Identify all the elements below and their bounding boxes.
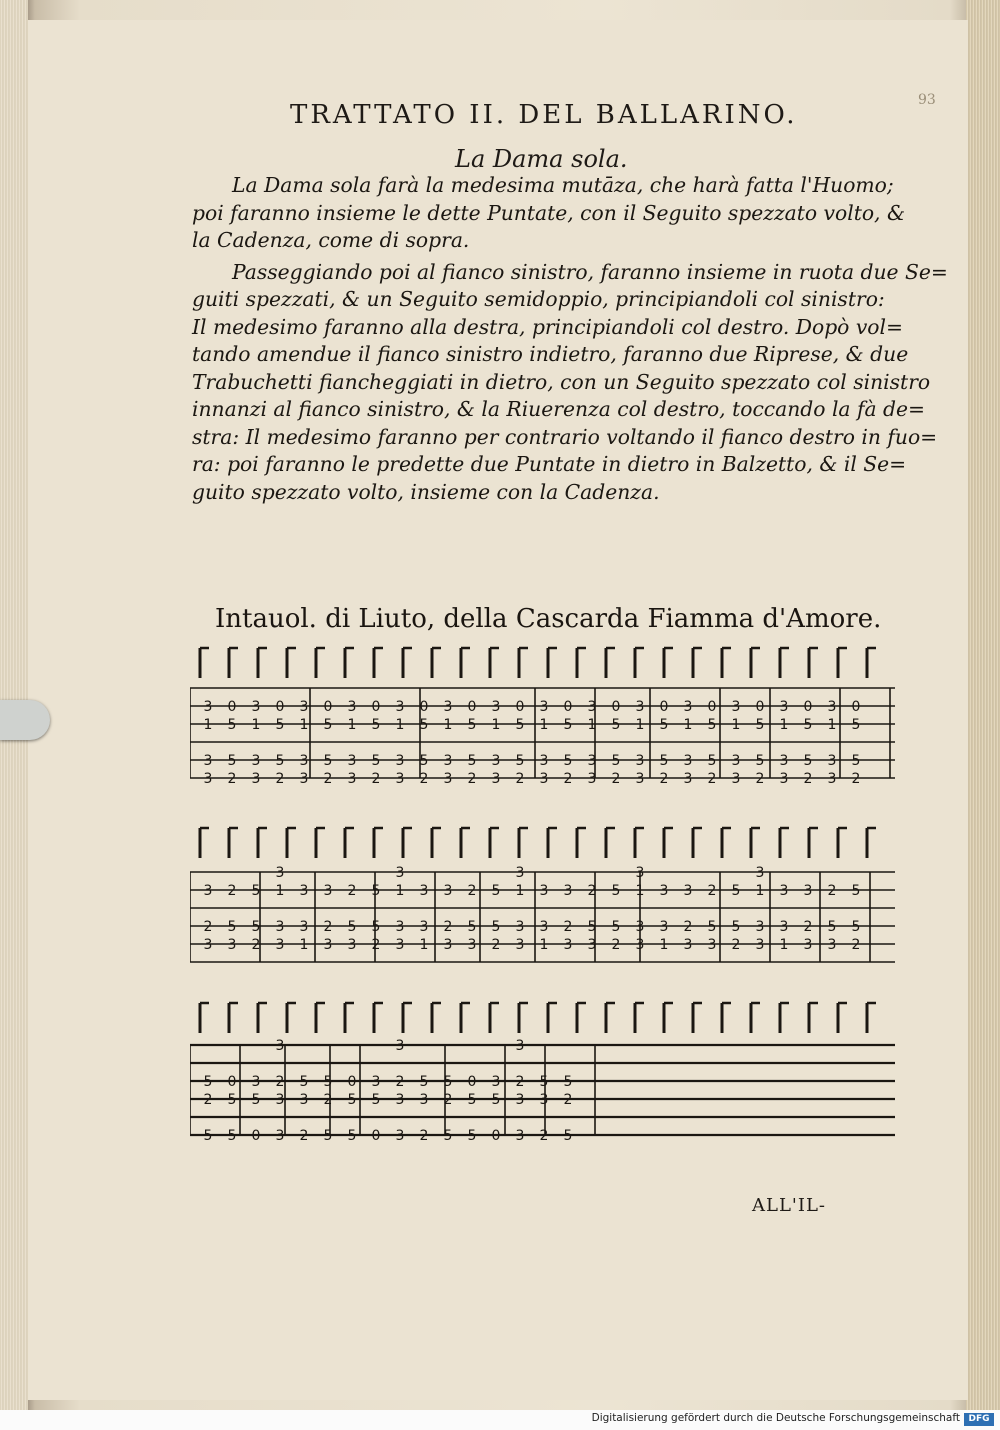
fret-symbol: 3 <box>683 937 693 953</box>
fret-symbol: 2 <box>515 771 525 787</box>
fret-symbol: 5 <box>347 919 357 935</box>
fret-symbol: 3 <box>299 883 309 899</box>
fret-symbol: 5 <box>755 717 765 733</box>
fret-symbol: 3 <box>395 1092 405 1108</box>
fret-symbol: 1 <box>683 717 693 733</box>
fret-symbol: 1 <box>491 717 501 733</box>
fret-symbol: 3 <box>635 865 645 881</box>
fret-symbol: 3 <box>347 753 357 769</box>
fret-symbol: 2 <box>299 1128 309 1144</box>
fret-symbol: 5 <box>443 1128 453 1144</box>
fret-symbol: 3 <box>803 883 813 899</box>
fret-symbol: 2 <box>563 771 573 787</box>
fret-symbol: 1 <box>659 937 669 953</box>
fret-symbol: 3 <box>683 883 693 899</box>
fret-symbol: 3 <box>779 883 789 899</box>
fret-symbol: 5 <box>611 883 621 899</box>
fret-symbol: 3 <box>683 771 693 787</box>
fret-symbol: 3 <box>443 883 453 899</box>
fret-symbol: 0 <box>467 1074 477 1090</box>
fret-symbol: 1 <box>419 937 429 953</box>
fret-symbol: 5 <box>371 1092 381 1108</box>
fret-symbol: 5 <box>467 919 477 935</box>
fret-symbol: 3 <box>803 937 813 953</box>
fret-symbol: 5 <box>443 1074 453 1090</box>
fret-symbol: 0 <box>611 699 621 715</box>
fret-symbol: 3 <box>587 937 597 953</box>
fret-symbol: 5 <box>491 883 501 899</box>
fret-symbol: 3 <box>299 699 309 715</box>
fret-symbol: 3 <box>419 919 429 935</box>
fret-symbol: 0 <box>227 699 237 715</box>
fret-symbol: 5 <box>227 717 237 733</box>
book-clip <box>0 700 50 740</box>
fret-symbol: 5 <box>803 753 813 769</box>
fret-symbol: 5 <box>419 717 429 733</box>
page-number: 93 <box>918 92 936 108</box>
fret-symbol: 3 <box>275 937 285 953</box>
fret-symbol: 5 <box>227 1092 237 1108</box>
fret-symbol: 2 <box>851 937 861 953</box>
fret-symbol: 5 <box>851 883 861 899</box>
fret-symbol: 3 <box>515 1128 525 1144</box>
fret-symbol: 5 <box>803 717 813 733</box>
fret-symbol: 2 <box>395 1074 405 1090</box>
fret-symbol: 3 <box>203 753 213 769</box>
fret-symbol: 3 <box>251 1074 261 1090</box>
fret-symbol: 3 <box>563 937 573 953</box>
fret-symbol: 5 <box>611 919 621 935</box>
fret-symbol: 3 <box>395 1038 405 1054</box>
fret-symbol: 3 <box>779 771 789 787</box>
fret-symbol: 3 <box>779 919 789 935</box>
fret-symbol: 3 <box>371 1074 381 1090</box>
fret-symbol: 3 <box>323 883 333 899</box>
fret-symbol: 3 <box>395 753 405 769</box>
fret-symbol: 3 <box>203 771 213 787</box>
text-line: guito spezzato volto, insieme con la Cadenza. <box>192 479 660 504</box>
fret-symbol: 2 <box>827 883 837 899</box>
fret-symbol: 2 <box>803 771 813 787</box>
fret-symbol: 3 <box>299 919 309 935</box>
fret-symbol: 0 <box>467 699 477 715</box>
text-line: guiti spezzati, & un Seguito semidoppio, principiandoli col sinistro: <box>192 287 885 311</box>
fret-symbol: 3 <box>275 865 285 881</box>
fret-symbol: 3 <box>635 919 645 935</box>
fret-symbol: 2 <box>251 937 261 953</box>
fret-symbol: 3 <box>659 883 669 899</box>
fret-symbol: 3 <box>755 937 765 953</box>
fret-symbol: 3 <box>587 753 597 769</box>
fret-symbol: 5 <box>323 717 333 733</box>
fret-symbol: 5 <box>659 753 669 769</box>
catch-word: ALL'IL- <box>752 1195 826 1216</box>
fret-symbol: 5 <box>371 919 381 935</box>
fret-symbol: 3 <box>299 753 309 769</box>
fret-symbol: 3 <box>827 937 837 953</box>
fret-symbol: 3 <box>827 771 837 787</box>
fret-symbol: 3 <box>443 699 453 715</box>
fret-symbol: 3 <box>227 937 237 953</box>
fret-symbol: 5 <box>467 1128 477 1144</box>
fret-symbol: 0 <box>419 699 429 715</box>
fret-symbol: 2 <box>203 1092 213 1108</box>
fret-symbol: 3 <box>827 753 837 769</box>
fret-symbol: 5 <box>731 883 741 899</box>
fret-symbol: 3 <box>587 699 597 715</box>
fret-symbol: 0 <box>515 699 525 715</box>
fret-symbol: 1 <box>539 937 549 953</box>
fret-symbol: 0 <box>227 1074 237 1090</box>
running-head: TRATTATO II. DEL BALLARINO. <box>290 100 798 130</box>
fret-symbol: 3 <box>347 699 357 715</box>
page-edges-right <box>966 0 1000 1410</box>
fret-symbol: 2 <box>611 771 621 787</box>
dfg-logo: DFG <box>964 1413 994 1426</box>
fret-symbol: 2 <box>323 919 333 935</box>
fret-symbol: 5 <box>419 753 429 769</box>
fret-symbol: 5 <box>467 753 477 769</box>
fret-symbol: 5 <box>275 753 285 769</box>
fret-symbol: 0 <box>371 1128 381 1144</box>
fret-symbol: 5 <box>419 1074 429 1090</box>
text-line: innanzi al fianco sinistro, & la Riuerenza col destro, toccando la fà de= <box>192 397 925 421</box>
fret-symbol: 5 <box>851 753 861 769</box>
tablature-title: Intauol. di Liuto, della Cascarda Fiamma d'Amore. <box>215 604 882 634</box>
fret-symbol: 3 <box>395 699 405 715</box>
fret-symbol: 3 <box>635 753 645 769</box>
fret-symbol: 3 <box>203 883 213 899</box>
fret-symbol: 5 <box>347 1092 357 1108</box>
fret-symbol: 3 <box>251 771 261 787</box>
fret-symbol: 2 <box>563 1092 573 1108</box>
fret-symbol: 3 <box>299 1092 309 1108</box>
fret-symbol: 5 <box>347 1128 357 1144</box>
fret-symbol: 2 <box>323 1092 333 1108</box>
text-line: Passeggiando poi al fianco sinistro, faranno insieme in ruota due Se= <box>232 259 948 284</box>
fret-symbol: 0 <box>707 699 717 715</box>
fret-symbol: 1 <box>275 883 285 899</box>
fret-symbol: 5 <box>611 717 621 733</box>
lute-tablature <box>190 640 900 1160</box>
footer-credit: Digitalisierung gefördert durch die Deutsche Forschungsgemeinschaft <box>591 1412 960 1424</box>
fret-symbol: 5 <box>227 753 237 769</box>
fret-symbol: 5 <box>251 919 261 935</box>
fret-symbol: 1 <box>203 717 213 733</box>
text-line: tando amendue il fianco sinistro indietro, faranno due Riprese, & due <box>192 342 909 366</box>
fret-symbol: 0 <box>371 699 381 715</box>
fret-symbol: 3 <box>635 699 645 715</box>
fret-symbol: 5 <box>515 717 525 733</box>
body-text <box>192 172 948 506</box>
fret-symbol: 3 <box>779 699 789 715</box>
fret-symbol: 3 <box>491 771 501 787</box>
fret-symbol: 5 <box>659 717 669 733</box>
fret-symbol: 0 <box>323 699 333 715</box>
section-title: La Dama sola. <box>455 145 628 173</box>
fret-symbol: 3 <box>491 753 501 769</box>
fret-symbol: 3 <box>515 919 525 935</box>
fret-symbol: 0 <box>755 699 765 715</box>
fret-symbol: 3 <box>683 753 693 769</box>
fret-symbol: 2 <box>659 771 669 787</box>
fret-symbol: 3 <box>443 771 453 787</box>
fret-symbol: 3 <box>539 771 549 787</box>
fret-symbol: 5 <box>371 753 381 769</box>
fret-symbol: 1 <box>299 717 309 733</box>
fret-symbol: 2 <box>515 1074 525 1090</box>
text-line: Il medesimo faranno alla destra, principiandoli col destro. Dopò vol= <box>192 314 903 339</box>
fret-symbol: 3 <box>659 919 669 935</box>
fret-symbol: 2 <box>731 937 741 953</box>
fret-symbol: 3 <box>731 753 741 769</box>
fret-symbol: 2 <box>371 771 381 787</box>
fret-symbol: 1 <box>779 717 789 733</box>
fret-symbol: 3 <box>275 1128 285 1144</box>
fret-symbol: 2 <box>707 771 717 787</box>
fret-symbol: 2 <box>563 919 573 935</box>
fret-symbol: 2 <box>275 1074 285 1090</box>
fret-symbol: 5 <box>371 883 381 899</box>
fret-symbol: 0 <box>275 699 285 715</box>
fret-symbol: 2 <box>803 919 813 935</box>
fret-symbol: 1 <box>443 717 453 733</box>
fret-symbol: 3 <box>587 771 597 787</box>
fret-symbol: 2 <box>419 771 429 787</box>
fret-symbol: 5 <box>827 919 837 935</box>
fret-symbol: 0 <box>851 699 861 715</box>
text-line: Trabuchetti fiancheggiati in dietro, con un Seguito spezzato col sinistro <box>192 369 931 394</box>
fret-symbol: 1 <box>635 717 645 733</box>
fret-symbol: 5 <box>563 1074 573 1090</box>
fret-symbol: 0 <box>563 699 573 715</box>
fret-symbol: 1 <box>395 717 405 733</box>
text-line: stra: Il medesimo faranno per contrario voltando il fianco destro in fuo= <box>192 424 938 449</box>
fret-symbol: 5 <box>203 1074 213 1090</box>
fret-symbol: 5 <box>851 919 861 935</box>
fret-symbol: 1 <box>299 937 309 953</box>
fret-symbol: 2 <box>227 771 237 787</box>
fret-symbol: 2 <box>275 771 285 787</box>
fret-symbol: 3 <box>395 1128 405 1144</box>
fret-symbol: 3 <box>539 699 549 715</box>
fret-symbol: 3 <box>275 1092 285 1108</box>
fret-symbol: 5 <box>275 717 285 733</box>
fret-symbol: 5 <box>707 919 717 935</box>
fret-symbol: 3 <box>563 883 573 899</box>
fret-symbol: 0 <box>491 1128 501 1144</box>
fret-symbol: 1 <box>635 883 645 899</box>
fret-symbol: 3 <box>203 937 213 953</box>
fret-symbol: 2 <box>611 937 621 953</box>
fret-symbol: 3 <box>683 699 693 715</box>
fret-symbol: 3 <box>443 753 453 769</box>
fret-symbol: 2 <box>323 771 333 787</box>
fret-symbol: 3 <box>515 865 525 881</box>
fret-symbol: 3 <box>347 771 357 787</box>
fret-symbol: 2 <box>539 1128 549 1144</box>
fret-symbol: 0 <box>347 1074 357 1090</box>
fret-symbol: 1 <box>827 717 837 733</box>
fret-symbol: 2 <box>443 919 453 935</box>
fret-symbol: 2 <box>587 883 597 899</box>
fret-symbol: 5 <box>563 717 573 733</box>
fret-symbol: 3 <box>755 919 765 935</box>
fret-symbol: 5 <box>203 1128 213 1144</box>
fret-symbol: 3 <box>635 771 645 787</box>
fret-symbol: 3 <box>395 771 405 787</box>
fret-symbol: 5 <box>707 717 717 733</box>
fret-symbol: 3 <box>827 699 837 715</box>
fret-symbol: 2 <box>419 1128 429 1144</box>
fret-symbol: 5 <box>227 919 237 935</box>
fret-symbol: 5 <box>299 1074 309 1090</box>
fret-symbol: 5 <box>755 753 765 769</box>
tablature-systems <box>190 648 895 1144</box>
fret-symbol: 5 <box>731 919 741 935</box>
fret-symbol: 1 <box>515 883 525 899</box>
fret-symbol: 5 <box>563 1128 573 1144</box>
fret-symbol: 1 <box>587 717 597 733</box>
fret-symbol: 3 <box>515 1038 525 1054</box>
fret-symbol: 2 <box>227 883 237 899</box>
fret-symbol: 5 <box>587 919 597 935</box>
fret-symbol: 3 <box>443 937 453 953</box>
fret-symbol: 3 <box>323 937 333 953</box>
fret-symbol: 2 <box>755 771 765 787</box>
fret-symbol: 2 <box>707 883 717 899</box>
fret-symbol: 3 <box>731 771 741 787</box>
fret-symbol: 2 <box>443 1092 453 1108</box>
fret-symbol: 3 <box>515 937 525 953</box>
fret-symbol: 3 <box>539 883 549 899</box>
fret-symbol: 3 <box>539 919 549 935</box>
fret-symbol: 3 <box>419 883 429 899</box>
fret-symbol: 1 <box>731 717 741 733</box>
fret-symbol: 3 <box>779 753 789 769</box>
fret-symbol: 5 <box>515 753 525 769</box>
fret-symbol: 5 <box>539 1074 549 1090</box>
text-line: ra: poi faranno le predette due Puntate in dietro in Balzetto, & il Se= <box>192 452 907 476</box>
fret-symbol: 5 <box>227 1128 237 1144</box>
fret-symbol: 3 <box>395 919 405 935</box>
fret-symbol: 5 <box>707 753 717 769</box>
fret-symbol: 3 <box>755 865 765 881</box>
fret-symbol: 3 <box>491 699 501 715</box>
fret-symbol: 3 <box>395 937 405 953</box>
fret-symbol: 3 <box>539 1092 549 1108</box>
fret-symbol: 5 <box>323 1128 333 1144</box>
fret-symbol: 1 <box>539 717 549 733</box>
fret-symbol: 5 <box>467 1092 477 1108</box>
fret-symbol: 1 <box>779 937 789 953</box>
fret-symbol: 2 <box>371 937 381 953</box>
fret-symbol: 2 <box>467 883 477 899</box>
fret-symbol: 2 <box>851 771 861 787</box>
fret-symbol: 1 <box>395 883 405 899</box>
fret-symbol: 3 <box>419 1092 429 1108</box>
text-line: La Dama sola farà la medesima mutāza, che harà fatta l'Huomo; <box>232 173 894 197</box>
fret-symbol: 3 <box>491 1074 501 1090</box>
fret-symbol: 5 <box>491 1092 501 1108</box>
fret-symbol: 0 <box>659 699 669 715</box>
text-line: la Cadenza, come di sopra. <box>192 228 470 252</box>
fret-symbol: 5 <box>563 753 573 769</box>
fret-symbol: 3 <box>515 1092 525 1108</box>
fret-symbol: 3 <box>347 937 357 953</box>
fret-symbol: 5 <box>251 1092 261 1108</box>
fret-symbol: 3 <box>299 771 309 787</box>
fret-symbol: 3 <box>251 699 261 715</box>
fret-symbol: 5 <box>467 717 477 733</box>
fret-symbol: 2 <box>347 883 357 899</box>
fret-symbol: 3 <box>275 919 285 935</box>
fret-symbol: 3 <box>539 753 549 769</box>
fret-symbol: 5 <box>851 717 861 733</box>
fret-symbol: 1 <box>251 717 261 733</box>
fret-symbol: 2 <box>467 771 477 787</box>
fret-symbol: 3 <box>395 865 405 881</box>
fret-symbol: 3 <box>275 1038 285 1054</box>
fret-symbol: 5 <box>323 753 333 769</box>
fret-symbol: 1 <box>347 717 357 733</box>
fret-symbol: 2 <box>203 919 213 935</box>
fret-symbol: 2 <box>491 937 501 953</box>
fret-symbol: 5 <box>491 919 501 935</box>
fret-symbol: 2 <box>683 919 693 935</box>
fret-symbol: 3 <box>467 937 477 953</box>
fret-symbol: 3 <box>635 937 645 953</box>
fret-symbol: 3 <box>251 753 261 769</box>
fret-symbol: 0 <box>251 1128 261 1144</box>
fret-symbol: 3 <box>203 699 213 715</box>
text-line: poi faranno insieme le dette Puntate, con il Seguito spezzato volto, & <box>192 200 906 225</box>
fret-symbol: 5 <box>611 753 621 769</box>
fret-symbol: 0 <box>803 699 813 715</box>
fret-symbol: 5 <box>371 717 381 733</box>
fret-symbol: 3 <box>707 937 717 953</box>
fret-symbol: 3 <box>731 699 741 715</box>
fret-symbol: 1 <box>755 883 765 899</box>
fret-symbol: 5 <box>251 883 261 899</box>
fret-symbol: 5 <box>323 1074 333 1090</box>
